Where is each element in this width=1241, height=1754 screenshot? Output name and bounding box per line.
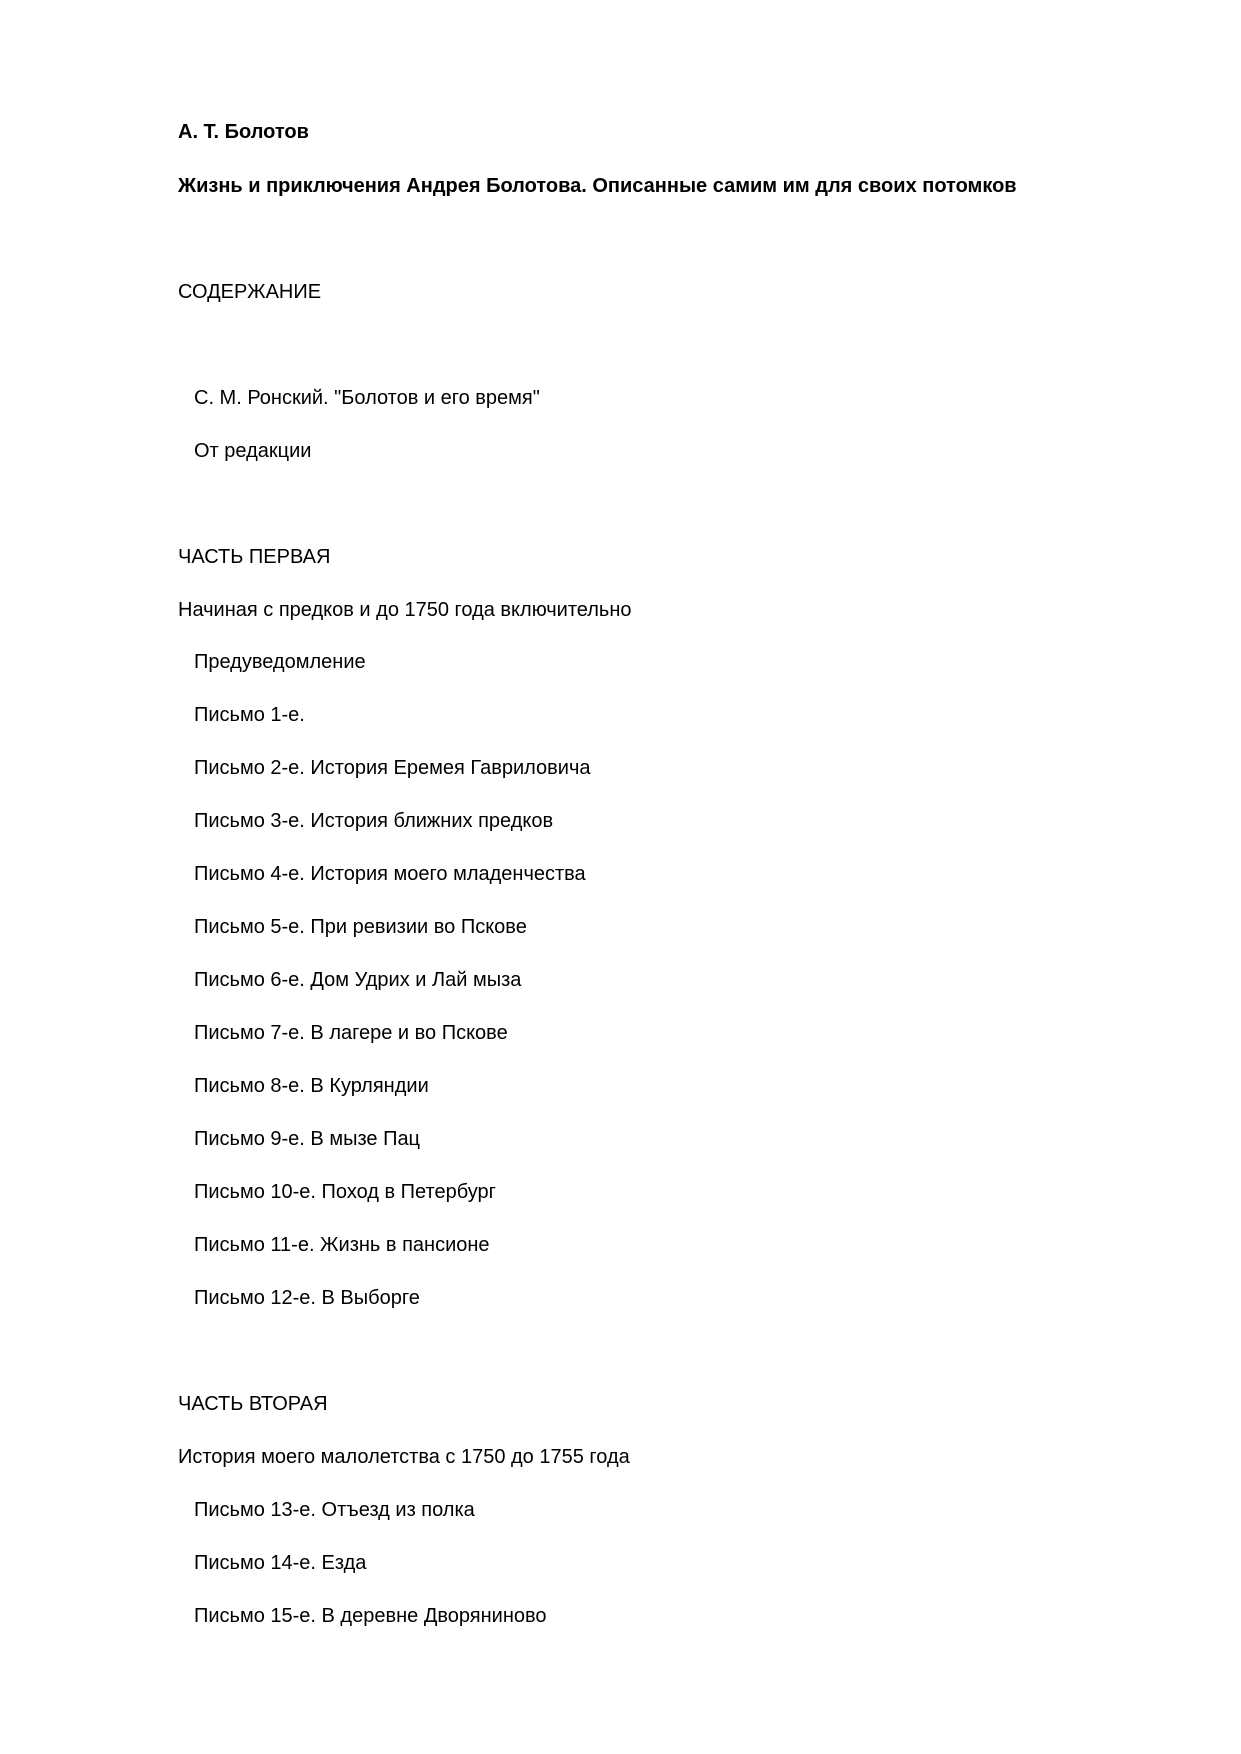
toc-item-part-one-12: Письмо 11-е. Жизнь в пансионе <box>194 1234 490 1256</box>
toc-item-part-one-3: Письмо 2-е. История Еремея Гавриловича <box>194 757 591 779</box>
toc-item-part-one-11: Письмо 10-е. Поход в Петербург <box>194 1181 496 1203</box>
part-two-heading: ЧАСТЬ ВТОРАЯ <box>178 1393 328 1415</box>
toc-item-part-two-2: Письмо 14-е. Езда <box>194 1552 367 1574</box>
book-title: Жизнь и приключения Андрея Болотова. Описанные самим им для своих потомков <box>178 175 1017 197</box>
toc-item-part-one-2: Письмо 1-е. <box>194 704 305 726</box>
toc-item-part-one-6: Письмо 5-е. При ревизии во Пскове <box>194 916 527 938</box>
part-one-heading: ЧАСТЬ ПЕРВАЯ <box>178 546 331 568</box>
toc-item-part-two-1: Письмо 13-е. Отъезд из полка <box>194 1499 475 1521</box>
part-two-subtitle: История моего малолетства с 1750 до 1755 года <box>178 1446 630 1468</box>
toc-item-part-one-13: Письмо 12-е. В Выборге <box>194 1287 420 1309</box>
toc-item-part-one-4: Письмо 3-е. История ближних предков <box>194 810 554 832</box>
toc-item-part-one-8: Письмо 7-е. В лагере и во Пскове <box>194 1022 508 1044</box>
contents-heading: СОДЕРЖАНИЕ <box>178 281 322 303</box>
toc-item-part-one-9: Письмо 8-е. В Курляндии <box>194 1075 429 1097</box>
toc-item-part-one-5: Письмо 4-е. История моего младенчества <box>194 863 586 885</box>
toc-item-part-one-1: Предуведомление <box>194 651 366 673</box>
part-one-subtitle: Начиная с предков и до 1750 года включительно <box>178 599 632 621</box>
toc-item-front-1: С. М. Ронский. "Болотов и его время" <box>194 387 540 409</box>
toc-item-part-two-3: Письмо 15-е. В деревне Дворяниново <box>194 1605 547 1627</box>
toc-item-front-2: От редакции <box>194 440 312 462</box>
toc-item-part-one-7: Письмо 6-е. Дом Удрих и Лай мыза <box>194 969 522 991</box>
toc-item-part-one-10: Письмо 9-е. В мызе Пац <box>194 1128 421 1150</box>
author-name: А. Т. Болотов <box>178 121 309 143</box>
